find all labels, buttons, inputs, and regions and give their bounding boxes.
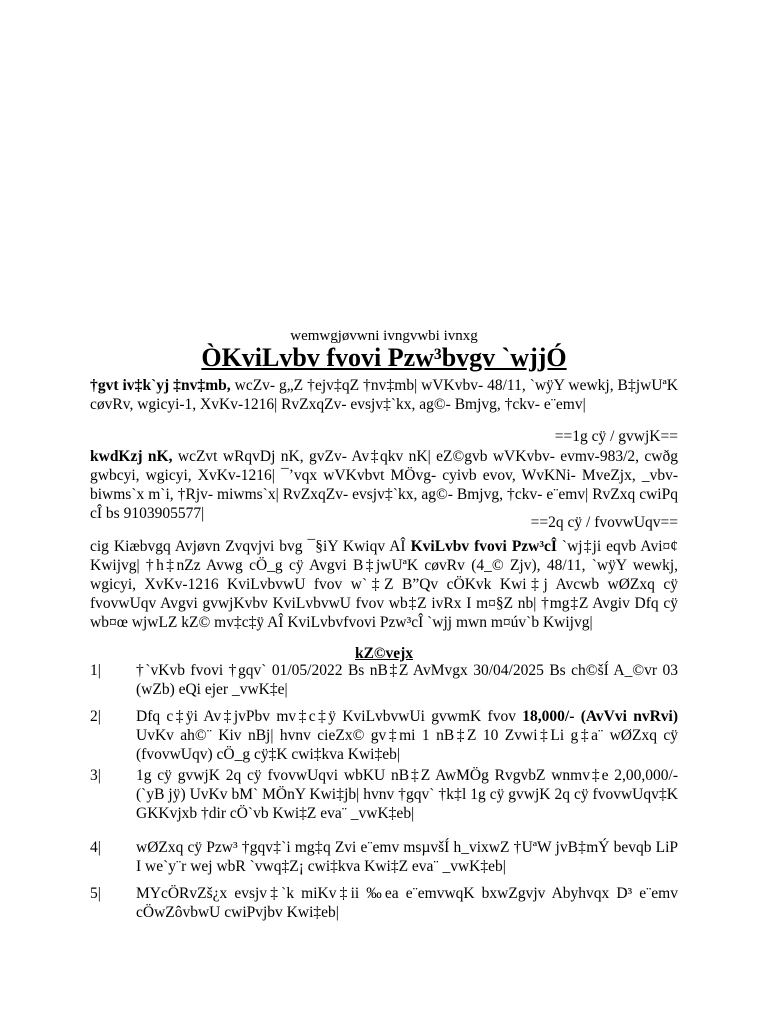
intro-bold: KviLvbv fvovi Pzw³cÎ: [410, 538, 557, 555]
rent-amount: 18,000/- (AvVvi nvRvi): [522, 708, 679, 725]
intro-after: `wj‡ji eqvb Avi¤¢ Kwijvg| †h‡nZz Avwg cÖ_g cÿ Avgvi B‡jwUªK cøvRv (4_© Zjv), 48/11, `wÿY wewkj, wgicyi, XvKv-1216 KviLvbvwU fvov w`‡Z B”Qv cÖKvk Kwi‡j Avcwb wØZxq cÿ fvovwUqv Avgvi gvwjKvbv KviLvbvwU fvov wb‡Z ivRx I m¤§Z nb| †mg‡Z Avgiv Dfq cÿ wb¤œ wjwLZ kZ© mv‡c‡ÿ AÎ KviLvbvfvovi Pzw³cÎ `wjj mwn m¤úv`b Kwijvg|: [90, 538, 678, 631]
condition-text: †`vKvb fvovi †gqv` 01/05/2022 Bs nB‡Z AvMvgx 30/04/2025 Bs ch©šÍ A_©vr 03 (wZb) eQi ejer _vwK‡e|: [136, 662, 678, 698]
intro-before: cig Kiæbvgq Avjøvn Zvqvjvi bvg ¯§iY Kwiqv AÎ: [90, 538, 411, 555]
party2-role: ==2q cÿ / fvovwUqv==: [530, 514, 678, 531]
document-subtitle: wemwgjøvwni ivngvwbi ivnxg: [290, 328, 478, 344]
condition-number: 3|: [90, 767, 101, 784]
intro-paragraph: [90, 537, 678, 632]
party2-details: wcZvt wRqvDj nK, gvZv- Av‡qkv nK| eZ©gvb wVKvbv- evmv-983/2, cwðg gwbcyi, wgicyi, XvKv-1216| ¯’vqx wVKvbvt MÖvg- cyivb evov, WvKNi- MveZjx, _vbv- biwms`x m`i, †Rjv- miwms`x| RvZxqZv- evsjv‡`kx, ag©- Bmjvg, †ckv- e¨emv| RvZxq cwiPq cÎ bs 9103905577|: [90, 448, 678, 522]
party2-name: kwdKzj nK,: [90, 448, 173, 465]
condition-text-before: Dfq c‡ÿi Av‡jvPbv mv‡c‡ÿ KviLvbvwUi gvwmK fvov: [136, 708, 523, 725]
document-title: ÒKviLvbv fvovi Pzw³bvgv `wjjÓ: [201, 343, 567, 372]
condition-number: 5|: [90, 885, 101, 902]
conditions-heading: kZ©vejx: [354, 645, 414, 662]
condition-text: wØZxq cÿ Pzw³ †gqv‡`i mg‡q Zvi e¨emv msµvšÍ h_vixwZ †UªW jvB‡mÝ bevqb LiP I we`y¨r wej wbR `vwq‡Z¡ cwi‡kva Kwi‡Z eva¨ _vwK‡eb|: [136, 839, 678, 875]
party1-name: †gvt iv‡k`yj ‡nv‡mb,: [90, 377, 231, 394]
condition-number: 4|: [90, 839, 101, 856]
party1-details: wcZv- g„Z †ejv‡qZ †nv‡mb| wVKvbv- 48/11, `wÿY wewkj, B‡jwUªK cøvRv, wgicyi-1, XvKv-1216| RvZxqZv- evsjv‡`kx, ag©- Bmjvg, †ckv- e¨emv|: [90, 377, 678, 413]
party1-role: ==1g cÿ / gvwjK==: [554, 428, 678, 445]
condition-text: [136, 707, 678, 764]
party1-paragraph: [90, 376, 678, 414]
condition-text-after: UvKv ah©¨ Kiv nBj| hvnv cieZx© gv‡mi 1 nB‡Z 10 Zvwi‡Li g‡a¨ wØZxq cÿ (fvovwUqv) cÖ_g cÿ‡K cwi‡kva Kwi‡eb|: [136, 727, 678, 763]
condition-text: 1g cÿ gvwjK 2q cÿ fvovwUqvi wbKU nB‡Z AwMÖg RvgvbZ wnmv‡e 2,00,000/- (`yB jÿ) UvKv bM` MÖnY Kwi‡jb| hvnv †gqv` †k‡l 1g cÿ gvwjK 2q cÿ fvovwUqv‡K GKKvjxb †dir cÖ`vb Kwi‡Z eva¨ _vwK‡eb|: [136, 767, 678, 822]
condition-number: 2|: [90, 708, 101, 725]
party2-paragraph: [90, 447, 678, 523]
condition-number: 1|: [90, 662, 101, 679]
condition-text: MYcÖRvZš¿x evsjv‡`k miKv‡ii ‰ea e¨emvwqK bxwZgvjv Abyhvqx D³ e¨emv cÖwZôvbwU cwiPvjbv Kwi‡eb|: [136, 885, 678, 921]
